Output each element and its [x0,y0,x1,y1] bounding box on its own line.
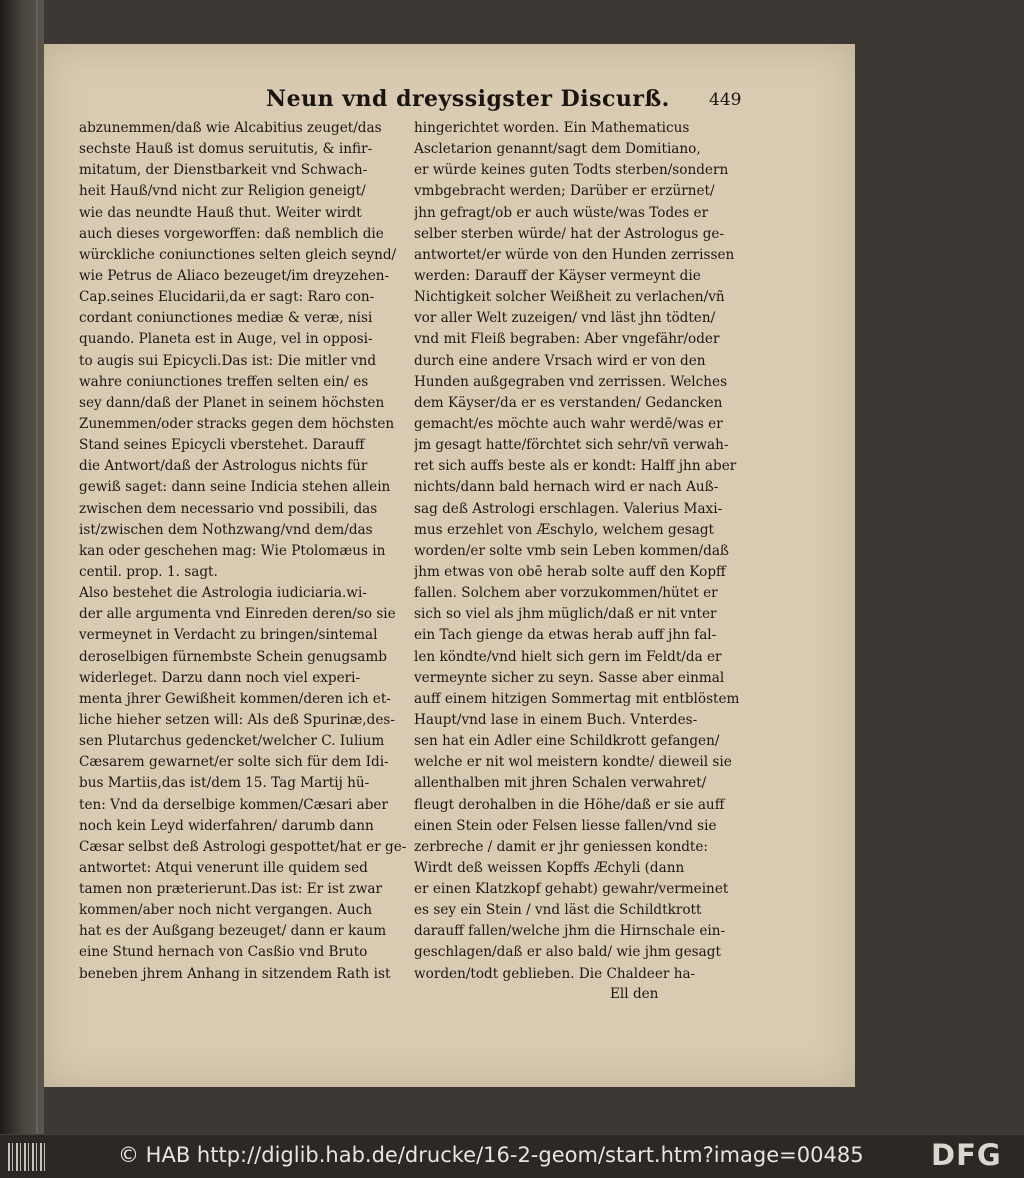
text-line: worden/er solte vmb sein Leben kommen/daß [414,542,729,559]
dfg-logo: DFG [931,1138,1002,1172]
text-line: to augis sui Epicycli.Das ist: Die mitler vnd [79,352,377,369]
scan-margin [855,44,1024,1087]
text-line: bus Martiis,das ist/dem 15. Tag Martij hü- [79,775,370,792]
text-line: Stand seines Epicycli vberstehet. Darauff [79,437,365,454]
text-line: abzunemmen/daß wie Alcabitius zeuget/das [79,120,382,136]
text-line: dem Käyser/da er es verstanden/ Gedancken [414,394,723,411]
text-line: darauff fallen/welche jhm die Hirnschale ein- [414,923,726,940]
text-line: Wirdt deß weissen Kopffs Æchyli (dann [414,859,685,876]
text-line: auff einem hitzigen Sommertag mit entblöstem [414,690,740,707]
text-line: antwortet: Atqui venerunt ille quidem sed [79,859,368,876]
text-line: selber sterben würde/ hat der Astrologus ge- [414,225,725,242]
text-line: zerbreche / damit er jhr geniessen kondte: [414,838,708,855]
text-line: sich so viel als jhm müglich/daß er nit vnter [414,606,717,623]
book-spine [0,0,44,1134]
text-line: eine Stund hernach von Casßio vnd Bruto [79,944,368,961]
text-line: Haupt/vnd lase in einem Buch. Vnterdes- [414,711,698,728]
text-line: würckliche coniunctiones selten gleich seynd/ [79,246,397,263]
text-line: jhm etwas von obē herab solte auff den Kopff [414,563,726,580]
viewer-footer [0,1134,1024,1178]
text-line: jm gesagt hatte/förchtet sich sehr/vñ verwah- [414,437,729,454]
running-title: Neun vnd dreyssigster Discurß. [266,86,670,112]
text-line: widerleget. Darzu dann noch viel experi- [79,669,361,686]
text-line: sen Plutarchus gedencket/welcher C. Iulium [79,733,385,750]
text-line: hat es der Außgang bezeuget/ dann er kaum [79,923,387,940]
text-line: gewiß saget: dann seine Indicia stehen allein [79,479,391,496]
barcode-icon [8,1143,46,1171]
text-line: worden/todt geblieben. Die Chaldeer ha- [414,965,696,982]
text-line: Nichtigkeit solcher Weißheit zu verlachen/vñ [414,289,725,306]
left-column [79,118,425,985]
text-line: len köndte/vnd hielt sich gern im Feldt/da er [414,648,722,665]
text-line: er würde keines guten Todts sterben/sondern [414,162,729,179]
text-line: werden: Darauff der Käyser vermeynt die [414,267,701,284]
text-line: es sey ein Stein / vnd läst die Schildtkrott [414,902,702,919]
copyright-link[interactable]: © HAB http://diglib.hab.de/drucke/16-2-geom/start.htm?image=00485 [118,1143,864,1167]
text-line: die Antwort/daß der Astrologus nichts für [79,458,368,475]
text-line: ret sich auffs beste als er kondt: Halff jhn aber [414,458,737,475]
text-line: wie Petrus de Aliaco bezeuget/im dreyzehen- [79,267,390,284]
text-line: fallen. Solchem aber vorzukommen/hütet er [414,585,718,602]
text-line: tamen non præterierunt.Das ist: Er ist zwar [79,881,382,898]
text-line: deroselbigen fürnembste Schein genugsamb [79,648,387,665]
text-line: Ascletarion genannt/sagt dem Domitiano, [414,141,701,158]
text-line: mus erzehlet von Æschylo, welchem gesagt [414,521,715,538]
text-line: wie das neundte Hauß thut. Weiter wirdt [79,204,362,221]
text-line: cordant coniunctiones mediæ & veræ, nisi [79,310,373,327]
text-line: gemacht/es möchte auch wahr werdē/was er [414,415,723,432]
right-column [414,118,760,985]
text-line: Zunemmen/oder stracks gegen dem höchsten [79,415,395,432]
text-line: Cap.seines Elucidarii,da er sagt: Raro con- [79,289,375,306]
text-line: menta jhrer Gewißheit kommen/deren ich et- [79,690,391,707]
text-line: zwischen dem necessario vnd possibili, das [79,500,378,517]
text-line: mitatum, der Dienstbarkeit vnd Schwach- [79,162,368,179]
text-line: Cæsarem gewarnet/er solte sich für dem Idi- [79,754,389,771]
text-line: jhn gefragt/ob er auch wüste/was Todes er [414,204,709,221]
text-line: vermeynte sicher zu seyn. Sasse aber einmal [414,669,725,686]
text-line: beneben jhrem Anhang in sitzendem Rath ist [79,965,391,982]
text-line: durch eine andere Vrsach wird er von den [414,352,706,369]
text-line: er einen Klatzkopf gehabt) gewahr/vermeinet [414,881,729,898]
text-line: heit Hauß/vnd nicht zur Religion geneigt/ [79,183,366,200]
text-line: ein Tach gienge da etwas herab auff jhn fal- [414,627,717,644]
text-line: wahre coniunctiones treffen selten ein/ es [79,373,369,390]
text-line: der alle argumenta vnd Einreden deren/so sie [79,606,396,623]
text-line: sechste Hauß ist domus seruitutis, & infir- [79,141,373,158]
text-line: einen Stein oder Felsen liesse fallen/vnd sie [414,817,717,834]
text-line: nichts/dann bald hernach wird er nach Auß- [414,479,719,496]
text-line: centil. prop. 1. sagt. [79,563,218,580]
text-line: auch dieses vorgeworffen: daß nemblich die [79,225,384,242]
text-line: welche er nit wol meistern kondte/ dieweil sie [414,754,732,771]
text-line: quando. Planeta est in Auge, vel in opposi- [79,331,373,348]
page-number: 449 [709,90,742,110]
text-line: antwortet/er würde von den Hunden zerrissen [414,246,735,263]
catchword: Ell den [610,986,659,1002]
text-line: allenthalben mit jhren Schalen verwahret/ [414,775,707,792]
text-line: ten: Vnd da derselbige kommen/Cæsari aber [79,796,388,813]
text-line: vnd mit Fleiß begraben: Aber vngefähr/oder [414,331,720,348]
text-line: ist/zwischen dem Nothzwang/vnd dem/das [79,521,373,538]
text-line: Cæsar selbst deß Astrologi gespottet/hat er ge- [79,838,407,855]
text-line: sen hat ein Adler eine Schildkrott gefangen/ [414,733,720,750]
text-line: noch kein Leyd widerfahren/ darumb dann [79,817,374,834]
text-line: vor aller Welt zuzeigen/ vnd läst jhn tödten/ [414,310,716,327]
text-line: sag deß Astrologi erschlagen. Valerius Maxi- [414,500,723,517]
text-line: hingerichtet worden. Ein Mathematicus [414,120,690,136]
text-line: sey dann/daß der Planet in seinem höchsten [79,394,385,411]
text-line: Hunden außgegraben vnd zerrissen. Welches [414,373,728,390]
text-line: fleugt derohalben in die Höhe/daß er sie auff [414,796,725,813]
text-line: kommen/aber noch nicht vergangen. Auch [79,902,373,919]
text-line: kan oder geschehen mag: Wie Ptolomæus in [79,542,386,559]
text-line: vermeynet in Verdacht zu bringen/sintemal [79,627,378,644]
text-line: geschlagen/daß er also bald/ wie jhm gesagt [414,944,721,961]
page-header [266,86,746,118]
text-line: Also bestehet die Astrologia iudiciaria.wi- [79,585,367,602]
text-line: liche hieher setzen will: Als deß Spurinæ,des- [79,711,395,728]
text-line: vmbgebracht werden; Darüber er erzürnet/ [414,183,715,200]
